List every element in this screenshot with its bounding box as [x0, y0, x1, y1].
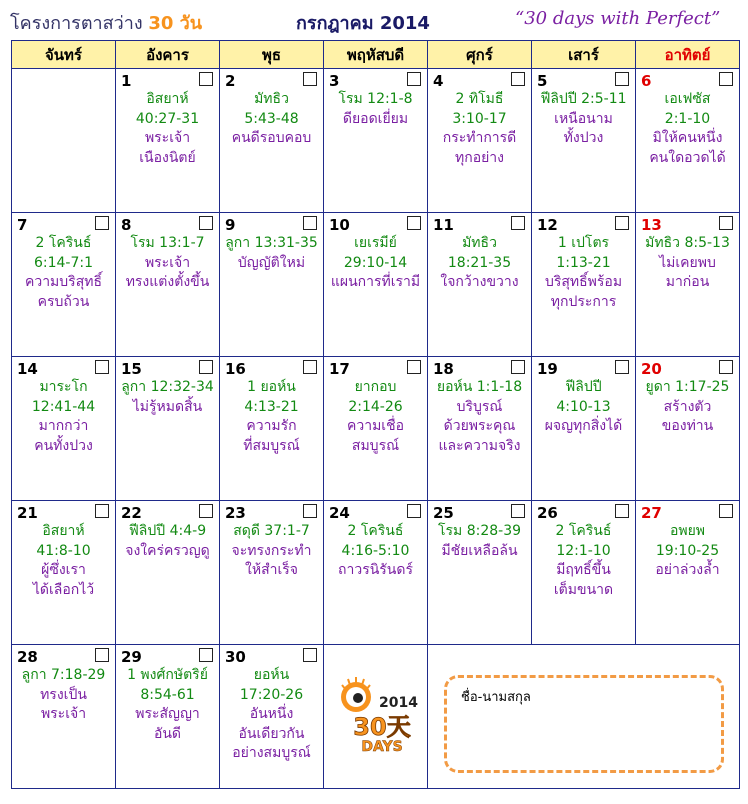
week-row — [12, 213, 740, 357]
reading-theme: ของท่าน — [661, 418, 714, 434]
weekday-header: เสาร์ — [532, 41, 636, 69]
weekday-header: ศุกร์ — [428, 41, 532, 69]
day-number: 17 — [329, 360, 350, 378]
completion-checkbox[interactable] — [199, 72, 213, 86]
scripture-reference: 1 พงศ์กษัตริย์ — [127, 667, 208, 683]
reading-theme: ผจญทุกสิ่งได้ — [544, 418, 623, 434]
logo-big: 30天 — [353, 713, 411, 741]
completion-checkbox[interactable] — [511, 360, 525, 374]
scripture-reference: 8:54-61 — [140, 686, 195, 703]
day-cell-2 — [220, 69, 324, 213]
completion-checkbox[interactable] — [615, 360, 629, 374]
reading-theme: ครบถ้วน — [37, 293, 90, 310]
reading-text — [12, 234, 115, 312]
reading-text — [428, 90, 531, 168]
completion-checkbox[interactable] — [303, 216, 317, 230]
day-cell-26 — [532, 501, 636, 645]
reading-theme: คนดีรอบคอบ — [231, 130, 312, 146]
tagline: “30 days with Perfect” — [515, 8, 721, 29]
reading-theme: อย่างสมบูรณ์ — [232, 745, 311, 761]
scripture-reference: เยเรมีย์ — [354, 235, 397, 251]
day-number: 22 — [121, 504, 142, 522]
reading-theme: อันหนึ่ง — [249, 706, 294, 722]
scripture-reference: 18:21-35 — [447, 254, 512, 271]
reading-theme: ทรงแต่งตั้งขึ้น — [125, 274, 210, 290]
day-cell-4 — [428, 69, 532, 213]
completion-checkbox[interactable] — [719, 72, 733, 86]
reading-text — [532, 378, 635, 437]
logo-cell — [324, 645, 428, 789]
scripture-reference: 19:10-25 — [655, 542, 720, 559]
reading-theme: ไม่รู้หมดสิ้น — [132, 398, 203, 415]
day-number: 14 — [17, 360, 38, 378]
reading-theme: อย่าล่วงล้ำ — [655, 562, 720, 578]
reading-theme: พระเจ้า — [40, 706, 87, 722]
reading-text — [636, 234, 739, 293]
day-number: 30 — [225, 648, 246, 666]
reading-theme: ความเชื่อ — [346, 418, 404, 434]
day-number: 27 — [641, 504, 662, 522]
scripture-reference: 2 โครินธ์ — [35, 235, 92, 251]
reading-text — [428, 522, 531, 561]
reading-theme: เนืองนิตย์ — [139, 149, 196, 166]
day-cell-20 — [636, 357, 740, 501]
reading-theme: ได้เลือกไว้ — [32, 581, 95, 598]
day-number: 9 — [225, 216, 236, 234]
day-number: 12 — [537, 216, 558, 234]
reading-theme: มากกว่า — [38, 418, 89, 434]
completion-checkbox[interactable] — [199, 504, 213, 518]
project-title — [10, 8, 202, 37]
completion-checkbox[interactable] — [407, 360, 421, 374]
scripture-reference: ลูกา 13:31-35 — [225, 235, 318, 251]
completion-checkbox[interactable] — [719, 216, 733, 230]
completion-checkbox[interactable] — [407, 504, 421, 518]
reading-text — [220, 90, 323, 149]
day-number: 1 — [121, 72, 132, 90]
day-number: 28 — [17, 648, 38, 666]
day-number: 15 — [121, 360, 142, 378]
scripture-reference: ยากอบ — [354, 379, 397, 395]
day-number: 10 — [329, 216, 350, 234]
reading-theme: ทั้งปวง — [563, 130, 604, 146]
completion-checkbox[interactable] — [615, 72, 629, 86]
scripture-reference: 5:43-48 — [244, 110, 299, 127]
calendar-body — [12, 69, 740, 789]
completion-checkbox[interactable] — [719, 360, 733, 374]
logo-30-days — [334, 673, 420, 759]
reading-theme: ทุกอย่าง — [454, 149, 504, 166]
day-cell-12 — [532, 213, 636, 357]
reading-theme: กระทำการดี — [442, 130, 517, 146]
project-title-text: โครงการตาสว่าง — [10, 13, 149, 34]
completion-checkbox[interactable] — [303, 360, 317, 374]
reading-theme: ความรัก — [246, 418, 297, 434]
reading-text — [636, 378, 739, 437]
reading-theme: และความจริง — [438, 437, 521, 454]
day-cell-9 — [220, 213, 324, 357]
day-cell-5 — [532, 69, 636, 213]
scripture-reference: อิสยาห์ — [42, 523, 85, 539]
reading-theme: ด้วยพระคุณ — [443, 418, 516, 434]
reading-theme: พระเจ้า — [144, 130, 191, 146]
reading-text — [636, 90, 739, 168]
reading-theme: มีฤทธิ์ขึ้น — [556, 562, 611, 578]
scripture-reference: ยอห์น 1:1-18 — [436, 379, 523, 395]
day-cell-24 — [324, 501, 428, 645]
weekday-header: จันทร์ — [12, 41, 116, 69]
completion-checkbox[interactable] — [199, 360, 213, 374]
reading-theme: สมบูรณ์ — [351, 437, 400, 454]
scripture-reference: ลูกา 12:32-34 — [121, 379, 214, 395]
scripture-reference: มาระโก — [39, 379, 88, 395]
name-field-label: ชื่อ-นามสกุล — [461, 690, 531, 705]
scripture-reference: โรม 13:1-7 — [130, 235, 205, 251]
day-cell-30 — [220, 645, 324, 789]
reading-text — [428, 234, 531, 293]
week-row — [12, 69, 740, 213]
reading-theme: ความบริสุทธิ์ — [24, 274, 103, 290]
weekday-header-row — [12, 41, 740, 69]
completion-checkbox[interactable] — [615, 504, 629, 518]
completion-checkbox[interactable] — [407, 72, 421, 86]
scripture-reference: 2:14-26 — [348, 398, 403, 415]
scripture-reference: 4:13-21 — [244, 398, 299, 415]
day-number: 4 — [433, 72, 444, 90]
day-cell-29 — [116, 645, 220, 789]
day-cell-25 — [428, 501, 532, 645]
day-number: 26 — [537, 504, 558, 522]
day-number: 13 — [641, 216, 662, 234]
day-cell-21 — [12, 501, 116, 645]
completion-checkbox[interactable] — [615, 216, 629, 230]
scripture-reference: 17:20-26 — [239, 686, 304, 703]
week-row — [12, 645, 740, 789]
scripture-reference: สดุดี 37:1-7 — [233, 523, 310, 539]
reading-theme: สร้างตัว — [663, 398, 712, 415]
reading-text — [324, 522, 427, 581]
scripture-reference: 1 เปโตร — [557, 235, 610, 251]
scripture-reference: 12:41-44 — [31, 398, 96, 415]
completion-checkbox[interactable] — [199, 216, 213, 230]
day-cell-17 — [324, 357, 428, 501]
page-header — [0, 0, 748, 40]
scripture-reference: ยอห์น — [253, 667, 290, 683]
scripture-reference: มัทธิว 8:5-13 — [645, 235, 730, 251]
reading-text — [116, 666, 219, 744]
completion-checkbox[interactable] — [95, 216, 109, 230]
reading-theme: ทรงเป็น — [40, 686, 87, 703]
empty-day-cell — [12, 69, 116, 213]
reading-theme: แผนการที่เรามี — [330, 274, 421, 290]
reading-theme: คนใดอวดได้ — [649, 149, 726, 166]
reading-theme: คนทั้งปวง — [34, 437, 93, 454]
scripture-reference: โรม 8:28-39 — [437, 523, 522, 539]
scripture-reference: อพยพ — [669, 523, 706, 539]
scripture-reference: เอเฟซัส — [664, 91, 711, 107]
reading-text — [532, 90, 635, 149]
day-cell-22 — [116, 501, 220, 645]
completion-checkbox[interactable] — [95, 360, 109, 374]
scripture-reference: ฟีลิปปี 4:4-9 — [128, 523, 207, 539]
day-cell-27 — [636, 501, 740, 645]
reading-text — [324, 234, 427, 293]
day-cell-18 — [428, 357, 532, 501]
scripture-reference: 2 โครินธ์ — [555, 523, 612, 539]
completion-checkbox[interactable] — [511, 504, 525, 518]
logo-year: 2014 — [379, 695, 418, 711]
day-number: 24 — [329, 504, 350, 522]
day-cell-15 — [116, 357, 220, 501]
day-cell-3 — [324, 69, 428, 213]
day-number: 23 — [225, 504, 246, 522]
scripture-reference: 40:27-31 — [135, 110, 200, 127]
reading-theme: อันดี — [153, 725, 182, 742]
week-row — [12, 501, 740, 645]
reading-theme: ไม่เคยพบ — [659, 254, 716, 271]
completion-checkbox[interactable] — [511, 216, 525, 230]
day-cell-13 — [636, 213, 740, 357]
day-number: 29 — [121, 648, 142, 666]
name-cell — [428, 645, 740, 789]
day-cell-6 — [636, 69, 740, 213]
week-row — [12, 357, 740, 501]
reading-theme: ผู้ซึ่งเรา — [41, 562, 86, 578]
scripture-reference: 29:10-14 — [343, 254, 408, 271]
day-number: 2 — [225, 72, 236, 90]
day-cell-8 — [116, 213, 220, 357]
reading-text — [220, 378, 323, 456]
scripture-reference: 1:13-21 — [556, 254, 611, 271]
reading-theme: อันเดียวกัน — [238, 725, 305, 742]
weekday-header: อาทิตย์ — [636, 41, 740, 69]
scripture-reference: มัทธิว — [462, 235, 497, 251]
reading-text — [12, 522, 115, 600]
reading-theme: จงใคร่ครวญดู — [125, 542, 210, 559]
day-number: 3 — [329, 72, 340, 90]
weekday-header: อังคาร — [116, 41, 220, 69]
day-number: 16 — [225, 360, 246, 378]
scripture-reference: 4:16-5:10 — [341, 542, 410, 559]
reading-text — [220, 234, 323, 273]
scripture-reference: มัทธิว — [254, 91, 289, 107]
day-cell-1 — [116, 69, 220, 213]
reading-text — [324, 378, 427, 456]
reading-text — [12, 378, 115, 456]
day-cell-28 — [12, 645, 116, 789]
reading-text — [324, 90, 427, 129]
weekday-header: พฤหัสบดี — [324, 41, 428, 69]
reading-text — [532, 234, 635, 312]
scripture-reference: 6:14-7:1 — [33, 254, 94, 271]
reading-theme: บัญญัติใหม่ — [237, 254, 306, 271]
scripture-reference: อิสยาห์ — [146, 91, 189, 107]
reading-theme: บริบูรณ์ — [456, 398, 503, 415]
day-cell-16 — [220, 357, 324, 501]
completion-checkbox[interactable] — [303, 72, 317, 86]
scripture-reference: 4:10-13 — [556, 398, 611, 415]
day-number: 21 — [17, 504, 38, 522]
reading-theme: ถาวรนิรันดร์ — [338, 562, 413, 578]
completion-checkbox[interactable] — [199, 648, 213, 662]
completion-checkbox[interactable] — [303, 504, 317, 518]
scripture-reference: 41:8-10 — [36, 542, 91, 559]
day-number: 5 — [537, 72, 548, 90]
day-cell-11 — [428, 213, 532, 357]
reading-text — [428, 378, 531, 456]
completion-checkbox[interactable] — [95, 504, 109, 518]
day-number: 19 — [537, 360, 558, 378]
reading-theme: ให้สำเร็จ — [245, 562, 298, 578]
completion-checkbox[interactable] — [95, 648, 109, 662]
scripture-reference: 1 ยอห์น — [247, 379, 296, 395]
scripture-reference: 2:1-10 — [664, 110, 711, 127]
project-days: 30 วัน — [148, 13, 203, 34]
reading-theme: ดียอดเยี่ยม — [342, 110, 409, 127]
reading-theme: มีชัยเหลือล้น — [441, 542, 518, 559]
day-number: 18 — [433, 360, 454, 378]
month-title: กรกฎาคม 2014 — [296, 13, 430, 34]
day-cell-19 — [532, 357, 636, 501]
calendar-grid — [11, 40, 740, 789]
scripture-reference: 2 โครินธ์ — [347, 523, 404, 539]
reading-text — [220, 666, 323, 764]
reading-text — [116, 234, 219, 293]
reading-text — [12, 666, 115, 725]
completion-checkbox[interactable] — [511, 72, 525, 86]
reading-text — [220, 522, 323, 581]
day-number: 25 — [433, 504, 454, 522]
reading-theme: เหนือนาม — [554, 110, 613, 127]
logo-sub: DAYS — [361, 739, 403, 755]
day-number: 7 — [17, 216, 28, 234]
reading-theme: พระสัญญา — [135, 706, 200, 722]
completion-checkbox[interactable] — [303, 648, 317, 662]
day-number: 8 — [121, 216, 132, 234]
reading-theme: มิให้คนหนึ่ง — [652, 130, 723, 146]
day-cell-10 — [324, 213, 428, 357]
reading-text — [532, 522, 635, 600]
day-cell-14 — [12, 357, 116, 501]
scripture-reference: โรม 12:1-8 — [338, 91, 413, 107]
scripture-reference: ยูดา 1:17-25 — [645, 379, 730, 395]
weekday-header: พุธ — [220, 41, 324, 69]
reading-text — [116, 522, 219, 561]
completion-checkbox[interactable] — [407, 216, 421, 230]
day-number: 11 — [433, 216, 454, 234]
scripture-reference: ฟีลิปปี — [565, 379, 602, 395]
reading-theme: บริสุทธิ์พร้อม — [544, 274, 623, 290]
scripture-reference: ฟีลิปปี 2:5-11 — [540, 91, 627, 107]
scripture-reference: ลูกา 7:18-29 — [21, 667, 106, 683]
reading-theme: มาก่อน — [665, 274, 710, 290]
reading-theme: ที่สมบูรณ์ — [243, 437, 300, 454]
reading-theme: ใจกว้างขวาง — [440, 274, 519, 290]
day-number: 6 — [641, 72, 652, 90]
reading-theme: เต็มขนาด — [553, 581, 614, 598]
reading-text — [116, 378, 219, 417]
reading-text — [636, 522, 739, 581]
name-field[interactable] — [444, 675, 724, 773]
reading-theme: พระเจ้า — [144, 254, 191, 271]
day-cell-7 — [12, 213, 116, 357]
scripture-reference: 3:10-17 — [452, 110, 507, 127]
reading-theme: จะทรงกระทำ — [231, 542, 312, 559]
reading-theme: ทุกประการ — [550, 293, 617, 310]
scripture-reference: 12:1-10 — [556, 542, 611, 559]
reading-text — [116, 90, 219, 168]
day-number: 20 — [641, 360, 662, 378]
day-cell-23 — [220, 501, 324, 645]
completion-checkbox[interactable] — [719, 504, 733, 518]
scripture-reference: 2 ทิโมธี — [455, 91, 504, 107]
